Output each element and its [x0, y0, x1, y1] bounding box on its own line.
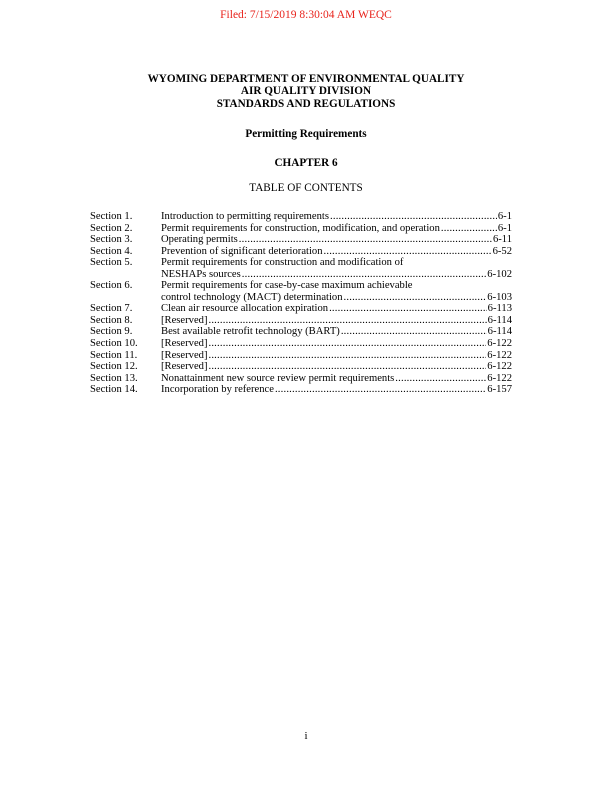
toc-section-title: Operating permits [161, 234, 238, 246]
agency-heading [0, 73, 612, 110]
toc-entry-body [161, 373, 512, 385]
dot-leader [395, 373, 486, 385]
dot-leader [341, 326, 487, 338]
toc-page-reference: 6-1 [497, 211, 512, 222]
toc-entry [90, 373, 512, 385]
chapter-title: CHAPTER 6 [274, 157, 338, 169]
toc-entry-line [161, 303, 512, 315]
dot-leader [329, 303, 487, 315]
toc-entry-body [161, 361, 512, 373]
toc-section-title-line: Permit requirements for case-by-case maximum achievable [161, 280, 413, 292]
toc-title: TABLE OF CONTENTS [249, 182, 363, 194]
toc-entry-line [161, 211, 512, 223]
toc-page-reference: 6-122 [487, 349, 512, 361]
toc-entry [90, 223, 512, 235]
toc-section-title: [Reserved] [161, 361, 208, 373]
toc-section-number: Section 13. [90, 372, 138, 384]
toc-section-title: NESHAPs sources [161, 268, 241, 280]
dot-leader [242, 269, 487, 281]
toc-section-number: Section 12. [90, 361, 138, 373]
regulations-title: STANDARDS AND REGULATIONS [216, 97, 396, 110]
toc-entry [90, 246, 512, 258]
toc-section-number: Section 14. [90, 384, 138, 396]
dot-leader [275, 384, 486, 396]
toc-entry-line [161, 326, 512, 338]
toc-entry [90, 338, 512, 350]
toc-entry-body [161, 257, 512, 280]
toc-section-title-line: Permit requirements for construction and modification of [161, 257, 404, 269]
toc-entry-body [161, 223, 512, 235]
toc-entry-body [161, 303, 512, 315]
dot-leader [239, 234, 492, 246]
toc-section-number: Section 2. [90, 222, 133, 234]
toc-page-reference: 6-157 [487, 384, 512, 396]
toc-section-title: [Reserved] [161, 349, 208, 361]
toc-entry-body [161, 246, 512, 258]
toc-section-number: Section 11. [90, 349, 138, 361]
toc-entry [90, 211, 512, 223]
toc-entry-body [161, 315, 512, 327]
toc-page-reference: 6-1 [497, 222, 512, 234]
toc-section-number: Section 6. [90, 280, 133, 292]
toc-entry [90, 326, 512, 338]
toc-entry [90, 257, 512, 280]
toc-page-reference: 6-114 [487, 326, 512, 338]
toc-entry [90, 280, 512, 303]
toc-page-reference: 6-102 [487, 268, 512, 280]
toc-page-reference: 6-122 [487, 338, 512, 350]
toc-page-reference: 6-114 [487, 314, 512, 326]
toc-page-reference: 6-122 [487, 361, 512, 373]
toc-section-number: Section 3. [90, 234, 133, 246]
dot-leader [208, 350, 486, 362]
toc-section-number: Section 5. [90, 257, 133, 269]
toc-section-title: Best available retrofit technology (BART) [161, 326, 340, 338]
agency-name: WYOMING DEPARTMENT OF ENVIRONMENTAL QUALITY [147, 73, 465, 85]
dot-leader [208, 338, 486, 350]
document-subtitle: Permitting Requirements [245, 128, 367, 140]
toc-entry-body [161, 384, 512, 396]
toc-entry-line [161, 223, 512, 235]
dot-leader [330, 211, 497, 223]
toc-section-number: Section 8. [90, 314, 133, 326]
toc-section-number: Section 9. [90, 326, 133, 338]
toc-entry-body [161, 211, 512, 223]
toc-entry [90, 384, 512, 396]
toc-entry-line [161, 361, 512, 373]
toc-section-title: Prevention of significant deterioration [161, 245, 323, 257]
page-number: i [304, 730, 308, 742]
table-of-contents [90, 211, 512, 396]
dot-leader [324, 246, 492, 258]
toc-section-title: [Reserved] [161, 338, 208, 350]
toc-page-reference: 6-103 [487, 291, 512, 303]
toc-entry-line [161, 350, 512, 362]
toc-page-reference: 6-11 [492, 234, 512, 246]
toc-section-title: Introduction to permitting requirements [161, 211, 329, 222]
toc-entry [90, 361, 512, 373]
toc-section-title: Clean air resource allocation expiration [161, 303, 329, 315]
toc-entry [90, 303, 512, 315]
toc-entry-line [161, 315, 512, 327]
toc-entry-body [161, 326, 512, 338]
toc-entry-body [161, 338, 512, 350]
dot-leader [208, 315, 486, 327]
filed-stamp: Filed: 7/15/2019 8:30:04 AM WEQC [220, 9, 392, 21]
toc-section-number: Section 7. [90, 303, 133, 315]
toc-entry-line [161, 338, 512, 350]
dot-leader [208, 361, 486, 373]
toc-entry [90, 234, 512, 246]
toc-page-reference: 6-122 [487, 372, 512, 384]
toc-entry-line [161, 373, 512, 385]
toc-entry-body [161, 234, 512, 246]
toc-entry-line [161, 269, 512, 281]
toc-page-reference: 6-52 [492, 245, 512, 257]
toc-section-number: Section 1. [90, 211, 133, 222]
toc-entry-line [161, 234, 512, 246]
toc-section-title: Incorporation by reference [161, 384, 274, 396]
toc-entry-line [161, 384, 512, 396]
toc-entry [90, 350, 512, 362]
dot-leader [344, 292, 487, 304]
toc-entry-line [161, 292, 512, 304]
toc-page-reference: 6-113 [487, 303, 512, 315]
toc-entry-body [161, 350, 512, 362]
toc-section-number: Section 4. [90, 245, 133, 257]
toc-section-title: control technology (MACT) determination [161, 291, 343, 303]
dot-leader [441, 223, 497, 235]
toc-entry-body [161, 280, 512, 303]
toc-section-title: Nonattainment new source review permit requirements [161, 372, 395, 384]
toc-section-title: Permit requirements for construction, modification, and operation [161, 222, 440, 234]
toc-section-number: Section 10. [90, 338, 138, 350]
toc-section-title: [Reserved] [161, 314, 208, 326]
division-name: AIR QUALITY DIVISION [240, 85, 372, 98]
toc-entry-line [161, 246, 512, 258]
toc-entry [90, 315, 512, 327]
